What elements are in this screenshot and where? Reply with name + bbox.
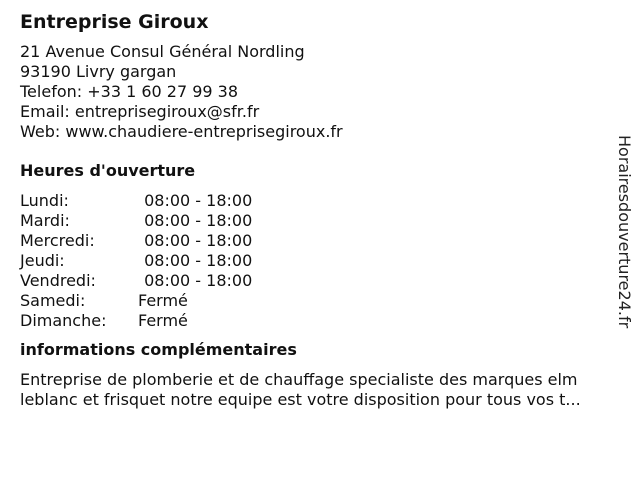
company-card xyxy=(20,10,620,410)
address-line-1: 21 Avenue Consul Général Nordling xyxy=(20,42,305,61)
hours-day: Mardi: xyxy=(20,211,70,230)
hours-row-vendredi xyxy=(20,271,620,291)
hours-day: Mercredi: xyxy=(20,231,95,250)
hours-time-closed: Fermé xyxy=(138,311,188,330)
opening-hours-title: Heures d'ouverture xyxy=(20,161,196,180)
hours-row-lundi xyxy=(20,191,620,211)
description-text xyxy=(20,370,632,410)
opening-hours-table xyxy=(20,191,620,331)
hours-row-mercredi xyxy=(20,231,620,251)
hours-day: Samedi: xyxy=(20,291,86,310)
hours-time: 08:00 - 18:00 xyxy=(139,211,253,230)
phone-text: Telefon: +33 1 60 27 99 38 xyxy=(20,82,239,101)
hours-time: 08:00 - 18:00 xyxy=(139,271,253,290)
hours-row-jeudi xyxy=(20,251,620,271)
email-text: Email: entreprisegiroux@sfr.fr xyxy=(20,102,260,121)
hours-time: 08:00 - 18:00 xyxy=(139,231,253,250)
hours-row-samedi xyxy=(20,291,620,311)
hours-time: 08:00 - 18:00 xyxy=(139,191,253,210)
hours-time: 08:00 - 18:00 xyxy=(139,251,253,270)
additional-info-title: informations complémentaires xyxy=(20,340,297,359)
hours-time-closed: Fermé xyxy=(138,291,188,310)
description-line-1: Entreprise de plomberie et de chauffage specialiste des marques elm xyxy=(20,370,578,389)
site-watermark: Horairesdouverture24.fr xyxy=(615,135,634,329)
website-text: Web: www.chaudiere-entreprisegiroux.fr xyxy=(20,122,343,141)
address-line-2: 93190 Livry gargan xyxy=(20,62,177,81)
hours-day: Vendredi: xyxy=(20,271,96,290)
hours-day: Jeudi: xyxy=(20,251,65,270)
hours-day: Dimanche: xyxy=(20,311,107,330)
hours-row-dimanche xyxy=(20,311,620,331)
company-name: Entreprise Giroux xyxy=(20,11,209,33)
description-line-2: leblanc et frisquet notre equipe est votre disposition pour tous vos t... xyxy=(20,390,581,409)
hours-row-mardi xyxy=(20,211,620,231)
hours-day: Lundi: xyxy=(20,191,69,210)
